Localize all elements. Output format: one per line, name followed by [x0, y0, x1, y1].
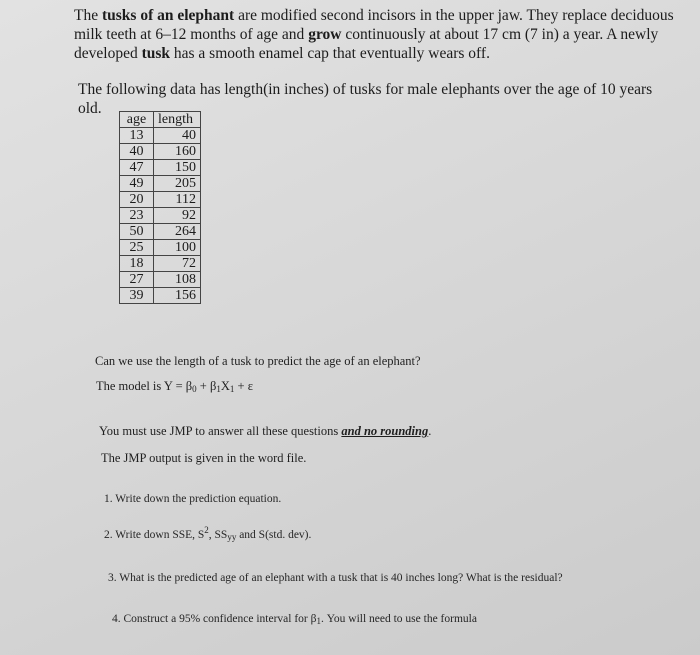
age-cell: 40	[120, 144, 154, 160]
length-cell: 108	[154, 272, 201, 288]
intro-text-1: The	[74, 7, 102, 24]
length-cell: 40	[154, 128, 201, 144]
research-question: Can we use the length of a tusk to predict the age of an elephant?	[95, 354, 421, 368]
length-cell: 72	[154, 256, 201, 272]
x-symbol: X	[220, 379, 230, 393]
age-cell: 47	[120, 160, 154, 176]
data-description: The following data has length(in inches) of tusks for male elephants over the age of 10 years old.	[78, 81, 653, 117]
model-plus: +	[196, 379, 210, 393]
age-cell: 18	[120, 256, 154, 272]
intro-text-3: continuously at about 17 cm (7 in) a year. A newly developed	[74, 26, 659, 62]
model-prefix: The model is Y =	[96, 379, 186, 393]
age-cell: 25	[120, 240, 154, 256]
x-subscript: 1	[229, 384, 235, 394]
table-row	[120, 176, 201, 192]
length-cell: 92	[154, 208, 201, 224]
table-row	[120, 192, 201, 208]
length-cell: 100	[154, 240, 201, 256]
age-cell: 23	[120, 208, 154, 224]
beta-1-subscript: 1	[216, 384, 221, 394]
no-rounding-emphasis: and no rounding	[341, 424, 429, 438]
intro-text-2: are modified second incisors in the upper jaw. They replace deciduous milk teeth at 6–12 months of age and	[74, 7, 674, 43]
age-cell: 27	[120, 272, 154, 288]
length-cell: 205	[154, 176, 201, 192]
age-cell: 50	[120, 224, 154, 240]
age-cell: 20	[120, 192, 154, 208]
table-row	[120, 224, 201, 240]
q2-text-c: and S(std. dev).	[236, 529, 312, 541]
jmp-instruction-end: .	[428, 424, 432, 438]
question-item-4	[112, 612, 477, 629]
model-statement	[96, 378, 253, 397]
beta-1-symbol: β	[209, 379, 217, 393]
header-length: length	[154, 112, 201, 128]
table-row	[120, 208, 201, 224]
table-row	[120, 240, 201, 256]
q2-text-a: 2. Write down SSE, S	[104, 529, 205, 541]
q2-text-b: , SS	[208, 529, 228, 541]
jmp-instruction	[99, 423, 431, 439]
intro-bold-tusks: tusks of an elephant	[101, 7, 235, 24]
model-error-term: + ε	[234, 379, 253, 393]
q4-subscript: 1	[316, 616, 321, 626]
table-row	[120, 272, 201, 288]
table-row	[120, 160, 201, 176]
length-cell: 150	[154, 160, 201, 176]
jmp-instruction-text: You must use JMP to answer all these questions	[99, 424, 342, 438]
table-row	[120, 256, 201, 272]
intro-text-4: has a smooth enamel cap that eventually wears off.	[170, 45, 490, 62]
beta-0-subscript: 0	[192, 384, 197, 394]
q4-text-b: . You will need to use the formula	[320, 613, 477, 625]
data-table	[119, 111, 201, 304]
table-row	[120, 144, 201, 160]
intro-bold-grow: grow	[308, 26, 342, 43]
q4-text-a: 4. Construct a 95% confidence interval for β	[112, 613, 317, 625]
output-note: The JMP output is given in the word file.	[101, 451, 307, 465]
length-cell: 112	[154, 192, 201, 208]
table-row	[120, 288, 201, 304]
table-row	[120, 128, 201, 144]
length-cell: 264	[154, 224, 201, 240]
question-item-3: 3. What is the predicted age of an elephant with a tusk that is 40 inches long? What is the residual?	[108, 572, 563, 584]
table-header-row	[120, 112, 201, 128]
intro-paragraph	[74, 6, 674, 63]
age-cell: 39	[120, 288, 154, 304]
beta-0-symbol: β	[185, 379, 193, 393]
length-cell: 156	[154, 288, 201, 304]
length-cell: 160	[154, 144, 201, 160]
question-item-1: 1. Write down the prediction equation.	[104, 493, 282, 505]
header-age: age	[120, 112, 154, 128]
age-cell: 13	[120, 128, 154, 144]
intro-bold-tusk: tusk	[141, 45, 171, 62]
age-cell: 49	[120, 176, 154, 192]
q2-subscript: yy	[227, 532, 237, 542]
question-item-2	[104, 523, 311, 545]
q2-superscript: 2	[204, 525, 209, 535]
